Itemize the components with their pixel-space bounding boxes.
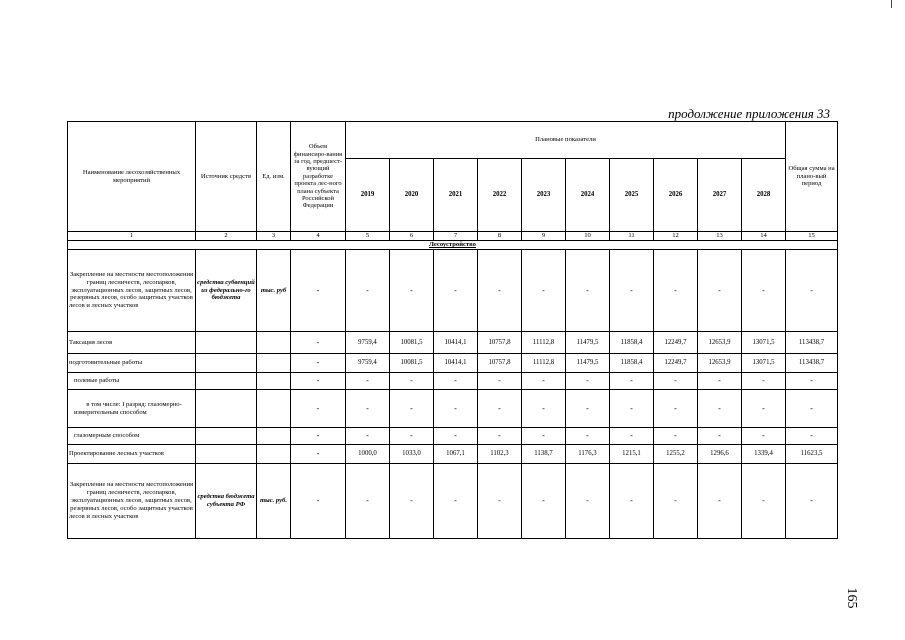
row-value: - — [566, 428, 610, 445]
column-number: 14 — [742, 232, 786, 241]
row-value: 1255,2 — [654, 445, 698, 464]
year-header: 2027 — [698, 159, 742, 232]
row-value: - — [346, 390, 390, 428]
row-value: - — [610, 464, 654, 539]
row-value: - — [478, 373, 522, 390]
row-source: средства субвенций из федерально-го бюджета — [196, 250, 257, 332]
row-name: Проектирование лесных участков — [68, 445, 196, 464]
row-value: - — [434, 373, 478, 390]
column-number: 12 — [654, 232, 698, 241]
row-value: 10081,5 — [390, 354, 434, 373]
column-number: 15 — [786, 232, 838, 241]
row-value: 1296,6 — [698, 445, 742, 464]
row-value: 1000,0 — [346, 445, 390, 464]
row-value: - — [742, 373, 786, 390]
row-value: - — [566, 464, 610, 539]
header-planned: Плановые показатели — [346, 122, 786, 159]
row-value: 1033,0 — [390, 445, 434, 464]
row-value: 10757,8 — [478, 354, 522, 373]
header-name: Наименование лесохозяйственных мероприятий — [68, 122, 196, 232]
row-total: - — [786, 373, 838, 390]
row-value: 13071,5 — [742, 354, 786, 373]
year-header: 2026 — [654, 159, 698, 232]
row-unit — [257, 332, 291, 354]
year-header: 2024 — [566, 159, 610, 232]
row-value: - — [346, 250, 390, 332]
row-total: - — [786, 250, 838, 332]
table-row — [68, 332, 838, 354]
row-value: - — [742, 428, 786, 445]
column-number: 6 — [390, 232, 434, 241]
row-value: - — [434, 250, 478, 332]
column-number: 2 — [196, 232, 257, 241]
row-value: 9759,4 — [346, 332, 390, 354]
row-source — [196, 428, 257, 445]
row-value: - — [654, 464, 698, 539]
row-value: - — [522, 250, 566, 332]
row-funding: - — [291, 373, 346, 390]
row-name: полевые работы — [68, 373, 196, 390]
row-value: - — [698, 373, 742, 390]
year-header: 2020 — [390, 159, 434, 232]
year-header: 2028 — [742, 159, 786, 232]
row-funding: - — [291, 390, 346, 428]
row-name: в том числе: I разряд: глазомерно-измерительным способом — [68, 390, 196, 428]
row-value: 12249,7 — [654, 332, 698, 354]
row-unit: тыс. руб — [257, 250, 291, 332]
year-header: 2023 — [522, 159, 566, 232]
row-value: 13071,5 — [742, 332, 786, 354]
row-value: - — [434, 428, 478, 445]
row-value: - — [478, 428, 522, 445]
row-value: 1215,1 — [610, 445, 654, 464]
column-number: 13 — [698, 232, 742, 241]
year-header: 2025 — [610, 159, 654, 232]
row-value: 10757,8 — [478, 332, 522, 354]
row-funding: - — [291, 250, 346, 332]
header-unit: Ед. изм. — [257, 122, 291, 232]
row-total: - — [786, 390, 838, 428]
row-unit — [257, 373, 291, 390]
row-value: - — [698, 250, 742, 332]
row-unit — [257, 390, 291, 428]
row-value: - — [478, 390, 522, 428]
row-source: средства бюджета субъекта РФ — [196, 464, 257, 539]
row-value: - — [566, 390, 610, 428]
row-value: - — [390, 464, 434, 539]
table-row — [68, 373, 838, 390]
row-value: 12653,9 — [698, 332, 742, 354]
row-value: - — [654, 428, 698, 445]
column-number: 8 — [478, 232, 522, 241]
row-value: - — [390, 373, 434, 390]
row-total: - — [786, 464, 838, 539]
row-value: - — [654, 390, 698, 428]
page-number: 165 — [844, 587, 859, 609]
row-value: - — [478, 250, 522, 332]
year-header: 2021 — [434, 159, 478, 232]
row-value: - — [346, 464, 390, 539]
column-number: 5 — [346, 232, 390, 241]
row-total: 11623,5 — [786, 445, 838, 464]
row-source — [196, 373, 257, 390]
row-total: 113438,7 — [786, 332, 838, 354]
row-value: 12249,7 — [654, 354, 698, 373]
column-number: 9 — [522, 232, 566, 241]
appendix-caption: продолжение приложения 33 — [668, 106, 830, 121]
year-header: 2019 — [346, 159, 390, 232]
row-value: 11479,5 — [566, 332, 610, 354]
row-value: 9759,4 — [346, 354, 390, 373]
row-value: 1176,3 — [566, 445, 610, 464]
header-total: Общая сумма на плано-вый период — [786, 122, 838, 232]
column-number: 11 — [610, 232, 654, 241]
row-funding: - — [291, 464, 346, 539]
row-value: 1067,1 — [434, 445, 478, 464]
row-value: - — [610, 373, 654, 390]
row-source — [196, 332, 257, 354]
row-unit — [257, 354, 291, 373]
scan-edge-mark — [891, 0, 892, 8]
column-number: 7 — [434, 232, 478, 241]
row-value: 11479,5 — [566, 354, 610, 373]
row-value: - — [742, 390, 786, 428]
section-title: Лесоустройство — [68, 241, 838, 250]
row-value: 10081,5 — [390, 332, 434, 354]
row-name: Закрепление на местности местоположения границ лесничеств, лесопарков, эксплуатационных лесов, защитных лесов, резервных лесов, особо защитных участков лесов и лесных участков — [68, 464, 196, 539]
column-number: 3 — [257, 232, 291, 241]
row-value: 1102,3 — [478, 445, 522, 464]
row-value: 11112,8 — [522, 354, 566, 373]
row-value: 11858,4 — [610, 332, 654, 354]
column-number: 4 — [291, 232, 346, 241]
row-name: Таксация лесов — [68, 332, 196, 354]
row-value: - — [698, 390, 742, 428]
row-funding: - — [291, 445, 346, 464]
row-value: - — [346, 373, 390, 390]
row-value: - — [654, 250, 698, 332]
row-value: - — [434, 464, 478, 539]
row-value: 12653,9 — [698, 354, 742, 373]
row-value: 10414,1 — [434, 332, 478, 354]
table-row — [68, 354, 838, 373]
row-funding: - — [291, 332, 346, 354]
row-value: - — [654, 373, 698, 390]
row-source — [196, 354, 257, 373]
row-funding: - — [291, 428, 346, 445]
column-number: 1 — [68, 232, 196, 241]
row-unit: тыс. руб. — [257, 464, 291, 539]
row-value: - — [390, 390, 434, 428]
row-value: 1339,4 — [742, 445, 786, 464]
row-value: 11112,8 — [522, 332, 566, 354]
row-value: - — [522, 373, 566, 390]
row-total: 113438,7 — [786, 354, 838, 373]
row-value: - — [566, 373, 610, 390]
row-value: - — [478, 464, 522, 539]
row-value: 11858,4 — [610, 354, 654, 373]
row-value: - — [346, 428, 390, 445]
table-row — [68, 428, 838, 445]
row-value: - — [390, 428, 434, 445]
row-value: - — [434, 390, 478, 428]
row-unit — [257, 428, 291, 445]
year-header: 2022 — [478, 159, 522, 232]
header-source: Источник средств — [196, 122, 257, 232]
forest-plan-table — [67, 121, 838, 539]
row-value: - — [522, 464, 566, 539]
row-name: глазомерным способом — [68, 428, 196, 445]
column-number: 10 — [566, 232, 610, 241]
row-value: - — [610, 250, 654, 332]
row-value: - — [522, 390, 566, 428]
header-funding: Объем финансиро-вания за год, предшест-вующий разработке проекта лес-ного плана субъекта Российской Федерации — [291, 122, 346, 232]
row-source — [196, 445, 257, 464]
row-value: 10414,1 — [434, 354, 478, 373]
table-row — [68, 390, 838, 428]
row-value: - — [610, 390, 654, 428]
row-total: - — [786, 428, 838, 445]
row-value: - — [698, 464, 742, 539]
row-funding: - — [291, 354, 346, 373]
row-value: - — [522, 428, 566, 445]
row-value: - — [742, 464, 786, 539]
row-value: - — [390, 250, 434, 332]
table-row — [68, 250, 838, 332]
table-row — [68, 445, 838, 464]
row-name: подготовительные работы — [68, 354, 196, 373]
row-source — [196, 390, 257, 428]
table-row — [68, 464, 838, 539]
row-unit — [257, 445, 291, 464]
row-value: 1138,7 — [522, 445, 566, 464]
row-value: - — [698, 428, 742, 445]
row-value: - — [742, 250, 786, 332]
row-value: - — [566, 250, 610, 332]
row-value: - — [610, 428, 654, 445]
row-name: Закрепление на местности местоположения границ лесничеств, лесопарков, эксплуатационных лесов, защитных лесов, резервных лесов, особо защитных участков лесов и лесных участков — [68, 250, 196, 332]
